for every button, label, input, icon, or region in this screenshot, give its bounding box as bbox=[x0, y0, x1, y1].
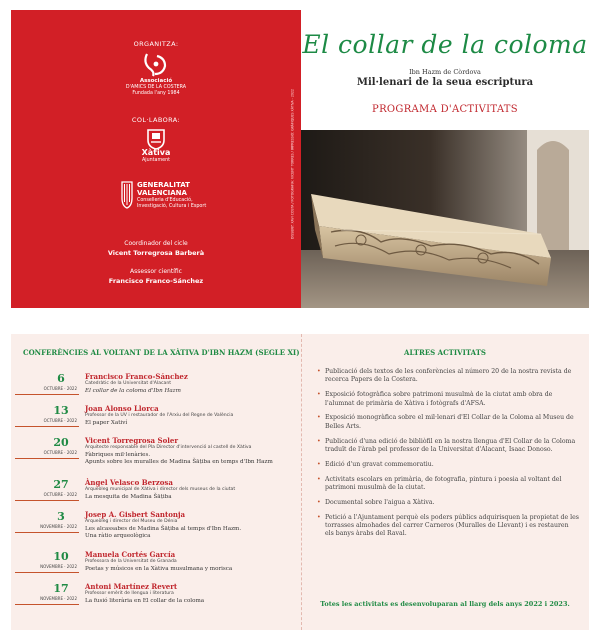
xativa-tag: Ajuntament bbox=[141, 158, 171, 163]
conference-day: 20 bbox=[53, 436, 69, 449]
cover-title: El collar de la coloma bbox=[302, 30, 588, 59]
speaker-affiliation: Arqueòleg i director del Museu de Dénia bbox=[85, 519, 178, 524]
conference-divider bbox=[15, 572, 79, 573]
conference-day: 13 bbox=[53, 404, 69, 417]
advisor-role: Assessor científic bbox=[130, 268, 182, 275]
conference-month: OCTUBRE · 2022 bbox=[43, 492, 77, 497]
conference-topic-line2: Apunts sobre les muralles de Madina Šāṭiba en temps d'Ibn Hazm bbox=[85, 459, 273, 465]
conference-month: OCTUBRE · 2022 bbox=[43, 450, 77, 455]
activity-item: • Exposició monogràfica sobre el mil·lenari d'El Collar de la Coloma al Museu de Belles Arts. bbox=[317, 414, 579, 431]
speaker-name: Àngel Velasco Berzosa bbox=[85, 478, 173, 487]
cover-subtitle-main: Mil·lenari de la seua escriptura bbox=[356, 77, 534, 88]
conferences-heading: CONFERÈNCIES AL VOLTANT DE LA XÀTIVA D'IBN HAZM (SEGLE XI) bbox=[23, 348, 300, 357]
speaker-affiliation: Arquitecte responsable del Pla Director d'intervenció al castell de Xàtiva bbox=[85, 445, 252, 450]
generalitat-line4: Investigació, Cultura i Esport bbox=[137, 204, 207, 209]
speaker-affiliation: Professora de la Universitat de Granada bbox=[85, 559, 177, 564]
advisor-name: Francisco Franco-Sánchez bbox=[108, 277, 204, 285]
other-activities-heading: ALTRES ACTIVITATS bbox=[404, 348, 486, 357]
front-cover bbox=[301, 10, 589, 308]
cover-subtitle-author: Ibn Hazm de Còrdova bbox=[409, 68, 481, 76]
xativa-logo bbox=[116, 128, 196, 164]
generalitat-line2: VALENCIANA bbox=[137, 189, 187, 197]
conference-day: 3 bbox=[57, 510, 65, 523]
xativa-shield-icon bbox=[146, 128, 166, 150]
activity-item: • Publicació d'una edició de bibliòfil en la nostra llengua d'El Collar de la Coloma traduït de l'àrab pel professor de la Universitat d'Alacant, Isaac Donoso. bbox=[317, 438, 579, 455]
conference-topic: Les alcassabes de Madina Šāṭiba al temps d'Ibn Hazm. bbox=[85, 526, 242, 532]
conference-topic: La mesquita de Madina Šāṭiba bbox=[85, 494, 172, 500]
conference-month: NOVEMBRE · 2022 bbox=[40, 596, 77, 601]
association-founded: Fundada l'any 1984 bbox=[132, 91, 180, 96]
generalitat-line1: GENERALITAT bbox=[137, 181, 190, 189]
speaker-affiliation: Arqueòleg municipal de Xàtiva i director dels museus de la ciutat bbox=[85, 487, 236, 492]
conference-month: NOVEMBRE · 2022 bbox=[40, 524, 77, 529]
conference-divider bbox=[15, 458, 79, 459]
spine-credits-text: DISSENY: XAVI COSTA / FOTOGRAFIA: VICENT TORRES / IMPRESSIÓ: GRÀFIQUES XÀTIVA - 2022 bbox=[290, 89, 295, 239]
conference-day: 10 bbox=[53, 550, 69, 563]
conference-divider bbox=[15, 500, 79, 501]
brochure-outer-spread bbox=[11, 10, 589, 308]
conference-divider bbox=[15, 394, 79, 395]
association-subname: D'AMICS DE LA COSTERA bbox=[125, 85, 187, 90]
generalitat-arms-icon bbox=[119, 180, 135, 210]
spine-credits bbox=[288, 70, 296, 260]
xativa-name: Xàtiva bbox=[141, 148, 171, 157]
conference-divider bbox=[15, 604, 79, 605]
speaker-name: Manuela Cortés García bbox=[85, 550, 176, 559]
conference-month: OCTUBRE · 2022 bbox=[43, 386, 77, 391]
conference-topic: Poetas y músicos en la Xàtiva musulmana y morisca bbox=[85, 566, 233, 572]
association-name: Associació bbox=[139, 78, 173, 84]
conference-topic: La fusió literària en El collar de la coloma bbox=[85, 598, 205, 604]
coordinator-role: Coordinador del cicle bbox=[124, 240, 188, 247]
other-activities-list bbox=[317, 368, 579, 545]
speaker-name: Vicent Torregrosa Soler bbox=[85, 436, 179, 445]
generalitat-line3: Conselleria d'Educació, bbox=[137, 198, 193, 203]
association-emblem-icon bbox=[141, 52, 171, 78]
conference-divider bbox=[15, 426, 79, 427]
brochure-inner-spread bbox=[11, 334, 589, 630]
activity-item: • Edició d'un gravat commemoratiu. bbox=[317, 461, 579, 469]
speaker-affiliation: Professor de la UV i restaurador de l'Arxiu del Regne de València bbox=[85, 413, 234, 418]
organitza-label: ORGANITZA: bbox=[133, 40, 179, 48]
activity-item: • Exposició fotogràfica sobre patrimoni musulmà de la ciutat amb obra de l'alumnat de primària de Xàtiva i fotògrafs d'AFSA. bbox=[317, 391, 579, 408]
activity-item: • Documental sobre l'aigua a Xàtiva. bbox=[317, 499, 579, 507]
activities-footer: Totes les activitats es desenvoluparan al llarg dels anys 2022 i 2023. bbox=[320, 600, 570, 608]
conference-topic: El collar de la coloma d'Ibn Hazm bbox=[85, 388, 181, 394]
activity-item: • Petició a l'Ajuntament perquè els poders públics adquirisquen la propietat de les torrasses almohades del carrer Carneros (Muralles de Llevant) i es restauren els banys àrabs del Raval. bbox=[317, 514, 579, 539]
speaker-name: Francisco Franco-Sánchez bbox=[85, 372, 188, 381]
conference-day: 17 bbox=[53, 582, 69, 595]
association-logo bbox=[116, 52, 196, 97]
coordinator-name: Vicent Torregrosa Barberà bbox=[107, 249, 205, 257]
fold-line bbox=[301, 334, 302, 630]
conference-month: OCTUBRE · 2022 bbox=[43, 418, 77, 423]
program-label: PROGRAMA D'ACTIVITATS bbox=[372, 104, 518, 115]
collabora-label: COL·LABORA: bbox=[131, 116, 181, 124]
activity-item: • Activitats escolars en primària, de fotografia, pintura i poesia al voltant del patrimoni musulmà de la ciutat. bbox=[317, 476, 579, 493]
conference-topic: Fàbriques mil·lenàries. bbox=[85, 452, 151, 458]
conference-topic-line2: Una ràtio arqueològica bbox=[85, 533, 151, 539]
cover-photo-stone-basin bbox=[301, 130, 589, 308]
speaker-name: Antoni Martínez Revert bbox=[85, 582, 178, 591]
conference-divider bbox=[15, 532, 79, 533]
conference-day: 27 bbox=[53, 478, 69, 491]
speaker-name: Joan Alonso Llorca bbox=[85, 404, 159, 413]
speaker-name: Josep A. Gisbert Santonja bbox=[85, 510, 186, 519]
speaker-affiliation: Catedràtic de la Universitat d'Alacant bbox=[85, 381, 172, 386]
conference-day: 6 bbox=[57, 372, 65, 385]
activity-item: • Publicació dels textos de les conferències al número 20 de la nostra revista de recerca Papers de la Costera. bbox=[317, 368, 579, 385]
conference-month: NOVEMBRE · 2022 bbox=[40, 564, 77, 569]
conference-topic: El paper Xativí bbox=[85, 420, 128, 426]
speaker-affiliation: Professor emèrit de llengua i literatura bbox=[85, 591, 174, 596]
back-cover-panel bbox=[11, 10, 301, 308]
